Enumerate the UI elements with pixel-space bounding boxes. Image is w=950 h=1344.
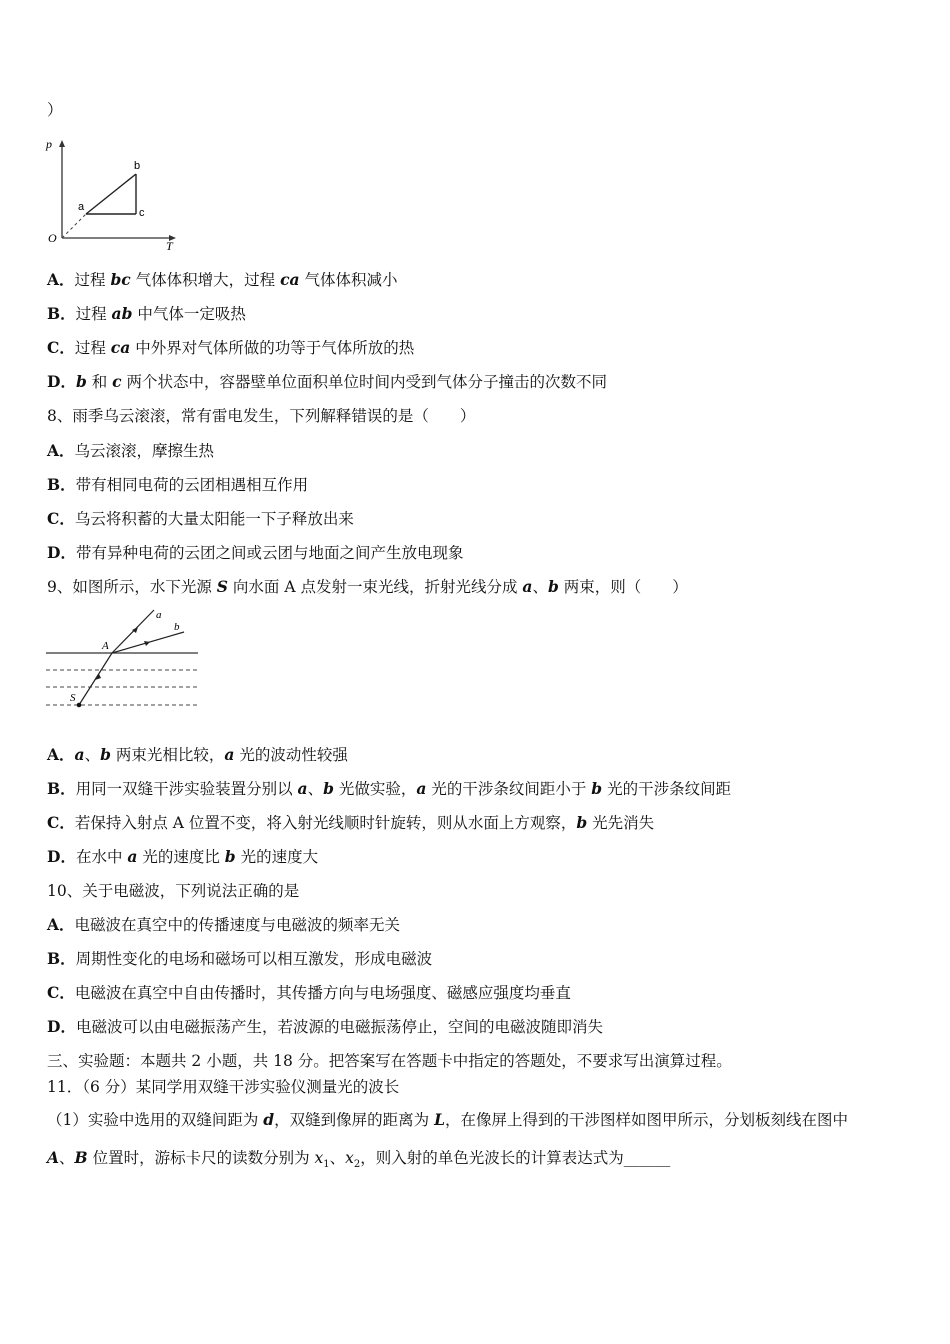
q10-option-a: A．电磁波在真空中的传播速度与电磁波的频率无关	[47, 915, 401, 934]
point-label-b: b	[134, 160, 141, 172]
q10-option-c: C．电磁波在真空中自由传播时，其传播方向与电场强度、磁感应强度均垂直	[47, 983, 571, 1002]
q8-option-b: B．带有相同电荷的云团相遇相互作用	[47, 475, 309, 494]
q9-option-a: A．a、b 两束光相比较，a 光的波动性较强	[47, 745, 348, 764]
q11-stem: 11．（6 分）某同学用双缝干涉实验仪测量光的波长	[47, 1078, 400, 1096]
continued-paren: ）	[47, 101, 63, 119]
ray-label-a: a	[156, 609, 162, 621]
q8-stem: 8、雨季乌云滚滚，常有雷电发生，下列解释错误的是（ ）	[47, 407, 476, 425]
q10-stem: 10、关于电磁波，下列说法正确的是	[47, 882, 300, 900]
point-label-a: a	[78, 201, 85, 213]
point-label-c: c	[139, 207, 145, 219]
q9-option-c: C．若保持入射点 A 位置不变，将入射光线顺时针旋转，则从水面上方观察，b 光先消失	[47, 813, 655, 832]
q8-option-a: A．乌云滚滚，摩擦生热	[47, 441, 215, 460]
pt-diagram	[44, 134, 184, 252]
section-heading: 三、实验题：本题共 2 小题，共 18 分。把答案写在答题卡中指定的答题处，不要求写出演算过程。	[47, 1052, 732, 1070]
axis-label-p: p	[46, 137, 52, 151]
q8-option-c: C．乌云将积蓄的大量太阳能一下子释放出来	[47, 509, 354, 528]
q11-part1-line1: （1）实验中选用的双缝间距为 d，双缝到像屏的距离为 L，在像屏上得到的干涉图样如图甲所示，分划板刻线在图中	[47, 1110, 848, 1129]
origin-label: O	[48, 231, 57, 245]
point-label-A: A	[102, 640, 109, 652]
ray-label-b: b	[174, 621, 180, 633]
refraction-diagram	[44, 604, 200, 712]
q10-option-d: D．电磁波可以由电磁振荡产生，若波源的电磁振荡停止，空间的电磁波随即消失	[47, 1017, 603, 1036]
q7-option-d: D．b 和 c 两个状态中，容器壁单位面积单位时间内受到气体分子撞击的次数不同	[47, 372, 608, 391]
axis-label-T: T	[166, 239, 173, 252]
q7-option-c: C．过程 ca 中外界对气体所做的功等于气体所放的热	[47, 338, 415, 357]
q7-option-a: A．过程 bc 气体体积增大，过程 ca 气体体积减小	[47, 270, 398, 289]
q10-option-b: B．周期性变化的电场和磁场可以相互激发，形成电磁波	[47, 949, 433, 968]
point-label-S: S	[70, 692, 76, 704]
q8-option-d: D．带有异种电荷的云团之间或云团与地面之间产生放电现象	[47, 543, 464, 562]
q9-stem: 9、如图所示，水下光源 S 向水面 A 点发射一束光线，折射光线分成 a、b 两束，则（ ）	[47, 577, 688, 596]
q9-option-d: D．在水中 a 光的速度比 b 光的速度大	[47, 847, 319, 866]
q9-option-b: B．用同一双缝干涉实验装置分别以 a、b 光做实验，a 光的干涉条纹间距小于 b 光的干涉条纹间距	[47, 779, 732, 798]
q11-part1-line2: A、B 位置时，游标卡尺的读数分别为 $x_1$、$x_2$，则入射的单色光波长的计算表达式为______	[47, 1148, 671, 1171]
answer-blank[interactable]: ______	[623, 1149, 671, 1167]
q7-option-b: B．过程 ab 中气体一定吸热	[47, 304, 246, 323]
